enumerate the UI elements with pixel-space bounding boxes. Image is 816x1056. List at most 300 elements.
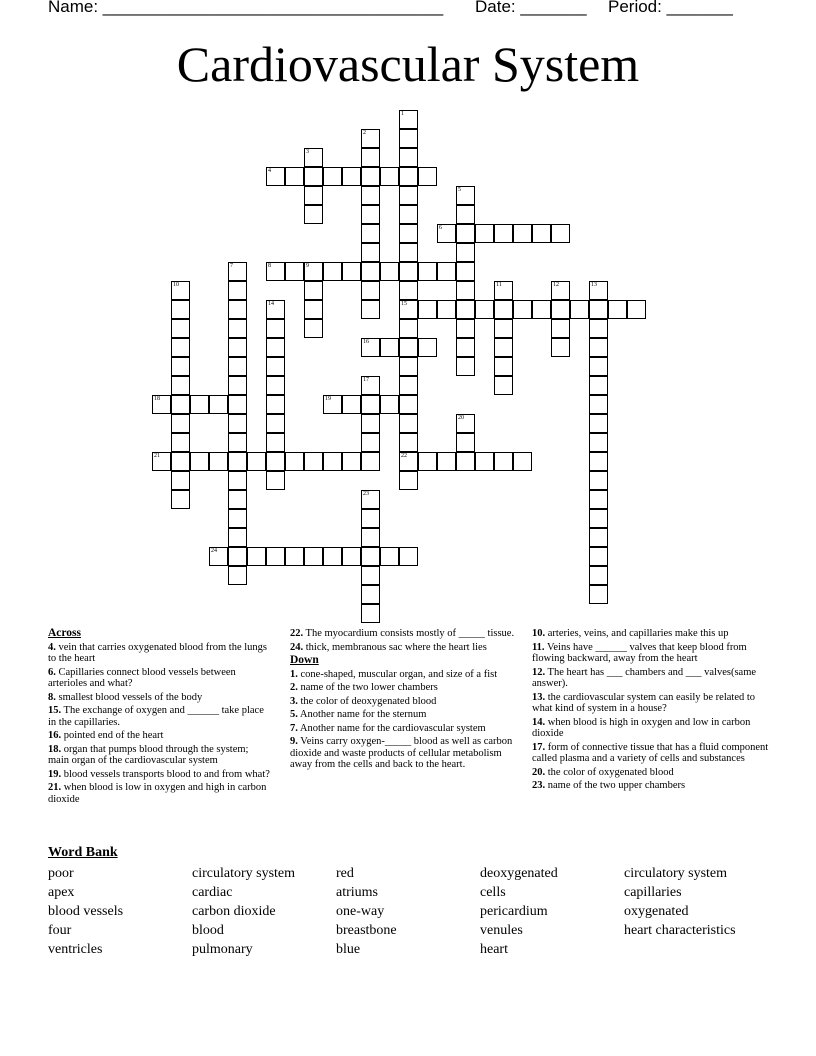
clue-number: 23. — [532, 780, 546, 791]
crossword-cell[interactable] — [361, 566, 380, 585]
crossword-cell[interactable] — [456, 357, 475, 376]
crossword-cell[interactable] — [304, 319, 323, 338]
crossword-cell[interactable] — [361, 243, 380, 262]
crossword-cell[interactable] — [456, 319, 475, 338]
crossword-cell[interactable] — [399, 262, 418, 281]
crossword-cell[interactable] — [589, 376, 608, 395]
clue-number: 24. — [290, 641, 304, 653]
crossword-cell[interactable] — [304, 300, 323, 319]
crossword-cell[interactable] — [399, 357, 418, 376]
crossword-cell[interactable] — [589, 414, 608, 433]
crossword-cell[interactable] — [399, 319, 418, 338]
clue-item — [48, 642, 270, 665]
crossword-cell[interactable] — [361, 300, 380, 319]
word-bank-item: ventricles — [48, 942, 103, 957]
crossword-cell[interactable] — [589, 509, 608, 528]
clue-number: 20 — [458, 415, 464, 421]
crossword-cell[interactable] — [228, 547, 247, 566]
crossword-cell[interactable] — [418, 167, 437, 186]
clue-number: 17 — [363, 377, 369, 383]
clue-item — [532, 767, 772, 779]
crossword-cell[interactable] — [399, 300, 418, 319]
clue-text: The exchange of oxygen and ______ take place in the capillaries. — [48, 705, 264, 728]
clues-column-3 — [532, 628, 772, 794]
crossword-cell[interactable] — [456, 186, 475, 205]
crossword-cell[interactable] — [399, 452, 418, 471]
crossword-cell[interactable] — [361, 547, 380, 566]
crossword-cell[interactable] — [171, 281, 190, 300]
clue-text: cone-shaped, muscular organ, and size of a fist — [297, 668, 498, 680]
clue-item — [290, 628, 522, 640]
crossword-cell[interactable] — [323, 262, 342, 281]
crossword-cell[interactable] — [266, 338, 285, 357]
crossword-cell[interactable] — [399, 281, 418, 300]
date-field[interactable]: Date: _______ — [475, 0, 587, 16]
clue-item — [290, 642, 522, 654]
crossword-cell[interactable] — [209, 547, 228, 566]
clue-number: 10. — [532, 628, 546, 639]
clue-item — [48, 730, 270, 742]
crossword-cell[interactable] — [589, 281, 608, 300]
crossword-cell[interactable] — [361, 604, 380, 623]
crossword-cell[interactable] — [456, 224, 475, 243]
clue-number: 2. — [290, 682, 298, 693]
clue-number: 1. — [290, 668, 298, 680]
crossword-cell[interactable] — [418, 452, 437, 471]
clue-number: 3. — [290, 695, 298, 707]
crossword-cell[interactable] — [228, 319, 247, 338]
crossword-cell[interactable] — [380, 547, 399, 566]
clue-text: pointed end of the heart — [61, 730, 164, 741]
crossword-cell[interactable] — [228, 281, 247, 300]
crossword-cell[interactable] — [342, 547, 361, 566]
crossword-cell[interactable] — [437, 452, 456, 471]
crossword-cell[interactable] — [304, 186, 323, 205]
crossword-cell[interactable] — [456, 338, 475, 357]
clue-item — [290, 696, 522, 708]
crossword-cell[interactable] — [228, 357, 247, 376]
clue-number: 9 — [306, 263, 309, 269]
crossword-cell[interactable] — [247, 547, 266, 566]
crossword-cell[interactable] — [399, 110, 418, 129]
clue-number: 8 — [268, 263, 271, 269]
crossword-cell[interactable] — [304, 281, 323, 300]
clue-number: 16 — [363, 339, 369, 345]
word-bank-item: oxygenated — [624, 904, 689, 919]
word-bank-item: cardiac — [192, 885, 233, 900]
clue-number: 18 — [154, 396, 160, 402]
crossword-cell[interactable] — [228, 376, 247, 395]
crossword-cell[interactable] — [190, 395, 209, 414]
clue-item — [48, 782, 270, 805]
crossword-cell[interactable] — [152, 452, 171, 471]
clue-item — [290, 669, 522, 681]
word-bank-item: blue — [336, 942, 361, 957]
crossword-cell[interactable] — [342, 262, 361, 281]
crossword-cell[interactable] — [380, 262, 399, 281]
crossword-cell[interactable] — [228, 414, 247, 433]
crossword-cell[interactable] — [171, 490, 190, 509]
crossword-cell[interactable] — [456, 433, 475, 452]
word-bank-item: heart characteristics — [624, 923, 736, 938]
crossword-cell[interactable] — [494, 338, 513, 357]
clue-text: vein that carries oxygenated blood from the lungs to the heart — [48, 641, 267, 664]
crossword-cell[interactable] — [304, 452, 323, 471]
crossword-cell[interactable] — [399, 471, 418, 490]
crossword-cell[interactable] — [247, 452, 266, 471]
word-bank-item: venules — [480, 923, 523, 938]
crossword-cell[interactable] — [608, 300, 627, 319]
clue-number: 8. — [48, 691, 56, 703]
clue-number: 10 — [173, 282, 179, 288]
crossword-cell[interactable] — [171, 471, 190, 490]
clue-number: 6. — [48, 666, 56, 678]
crossword-cell[interactable] — [266, 300, 285, 319]
crossword-cell[interactable] — [171, 414, 190, 433]
crossword-cell[interactable] — [323, 452, 342, 471]
crossword-cell[interactable] — [361, 262, 380, 281]
crossword-cell[interactable] — [304, 148, 323, 167]
crossword-cell[interactable] — [589, 338, 608, 357]
clue-item — [532, 780, 772, 792]
crossword-cell[interactable] — [551, 224, 570, 243]
crossword-cell[interactable] — [456, 281, 475, 300]
word-bank-item: capillaries — [624, 885, 682, 900]
crossword-cell[interactable] — [361, 414, 380, 433]
crossword-cell[interactable] — [361, 585, 380, 604]
crossword-cell[interactable] — [361, 205, 380, 224]
crossword-cell[interactable] — [532, 224, 551, 243]
crossword-cell[interactable] — [494, 357, 513, 376]
clue-item — [532, 667, 772, 690]
crossword-cell[interactable] — [361, 167, 380, 186]
crossword-cell[interactable] — [361, 395, 380, 414]
crossword-cell[interactable] — [228, 566, 247, 585]
word-bank-item: breastbone — [336, 923, 397, 938]
word-bank-item: one-way — [336, 904, 385, 919]
crossword-cell[interactable] — [266, 167, 285, 186]
clue-number: 13. — [532, 691, 546, 703]
crossword-cell[interactable] — [266, 471, 285, 490]
crossword-cell[interactable] — [456, 262, 475, 281]
name-field[interactable]: Name: ____________________________________ — [48, 0, 444, 16]
crossword-cell[interactable] — [589, 452, 608, 471]
crossword-cell[interactable] — [323, 167, 342, 186]
clue-number: 1 — [401, 111, 404, 117]
clue-number: 17. — [532, 741, 546, 753]
crossword-cell[interactable] — [266, 547, 285, 566]
crossword-cell[interactable] — [266, 433, 285, 452]
crossword-cell[interactable] — [399, 338, 418, 357]
crossword-cell[interactable] — [209, 452, 228, 471]
crossword-cell[interactable] — [570, 300, 589, 319]
crossword-cell[interactable] — [399, 186, 418, 205]
clue-number: 14. — [532, 716, 546, 728]
clue-text: the color of oxygenated blood — [545, 766, 674, 778]
clue-number: 2 — [363, 130, 366, 136]
crossword-cell[interactable] — [551, 300, 570, 319]
crossword-cell[interactable] — [475, 452, 494, 471]
clue-text: smallest blood vessels of the body — [55, 691, 203, 703]
crossword-cell[interactable] — [228, 433, 247, 452]
crossword-cell[interactable] — [266, 452, 285, 471]
crossword-cell[interactable] — [171, 357, 190, 376]
word-bank-title: Word Bank — [48, 845, 118, 860]
crossword-cell[interactable] — [228, 262, 247, 281]
clue-number: 19. — [48, 768, 62, 780]
word-bank-column-5 — [624, 864, 736, 940]
crossword-cell[interactable] — [456, 243, 475, 262]
crossword-cell[interactable] — [171, 433, 190, 452]
crossword-cell[interactable] — [304, 167, 323, 186]
clue-number: 5 — [458, 187, 461, 193]
crossword-cell[interactable] — [418, 338, 437, 357]
clue-text: Veins have ______ valves that keep blood from flowing backward, away from the heart — [532, 641, 747, 664]
crossword-cell[interactable] — [551, 281, 570, 300]
clue-number: 4. — [48, 641, 56, 653]
crossword-cell[interactable] — [589, 433, 608, 452]
page-title: Cardiovascular System — [176, 36, 640, 92]
crossword-cell[interactable] — [361, 129, 380, 148]
clue-item — [48, 705, 270, 728]
clue-item — [48, 744, 270, 767]
clue-item — [532, 742, 772, 765]
clue-number: 24 — [211, 548, 217, 554]
crossword-cell[interactable] — [361, 509, 380, 528]
crossword-cell[interactable] — [456, 205, 475, 224]
across-heading: Across — [48, 627, 82, 639]
clue-item — [48, 769, 270, 781]
crossword-cell[interactable] — [342, 167, 361, 186]
crossword-cell[interactable] — [285, 167, 304, 186]
down-heading: Down — [290, 654, 319, 666]
clue-text: Another name for the cardiovascular system — [297, 722, 486, 734]
word-bank-item: blood — [192, 923, 224, 938]
crossword-cell[interactable] — [304, 262, 323, 281]
crossword-cell[interactable] — [399, 224, 418, 243]
crossword-cell[interactable] — [399, 395, 418, 414]
crossword-cell[interactable] — [228, 395, 247, 414]
crossword-cell[interactable] — [285, 547, 304, 566]
crossword-cell[interactable] — [228, 338, 247, 357]
crossword-cell[interactable] — [380, 167, 399, 186]
crossword-cell[interactable] — [494, 224, 513, 243]
crossword-cell[interactable] — [513, 300, 532, 319]
clue-text: when blood is high in oxygen and low in carbon dioxide — [532, 716, 751, 739]
crossword-cell[interactable] — [171, 395, 190, 414]
clue-number: 14 — [268, 301, 274, 307]
word-bank-item: circulatory system — [624, 866, 728, 881]
crossword-cell[interactable] — [361, 376, 380, 395]
word-bank-column-3 — [336, 864, 397, 959]
clue-number: 9. — [290, 736, 298, 747]
clue-number: 3 — [306, 149, 309, 155]
clue-text: form of connective tissue that has a fluid component called plasma and a variety of cells and substances — [532, 741, 769, 764]
clue-number: 12. — [532, 666, 546, 678]
clue-number: 11. — [532, 641, 545, 653]
crossword-cell[interactable] — [266, 262, 285, 281]
word-bank-item: cells — [480, 885, 506, 900]
crossword-cell[interactable] — [361, 452, 380, 471]
clue-item — [48, 667, 270, 690]
clue-text: Capillaries connect blood vessels between arterioles and what? — [48, 666, 236, 689]
crossword-cell[interactable] — [418, 300, 437, 319]
crossword-cell[interactable] — [266, 414, 285, 433]
crossword-cell[interactable] — [361, 148, 380, 167]
crossword-cell[interactable] — [589, 395, 608, 414]
crossword-cell[interactable] — [399, 167, 418, 186]
crossword-cell[interactable] — [437, 224, 456, 243]
crossword-cell[interactable] — [342, 452, 361, 471]
clue-number: 7. — [290, 722, 298, 734]
clue-number: 20. — [532, 766, 546, 778]
crossword-cell[interactable] — [228, 528, 247, 547]
crossword-cell[interactable] — [494, 319, 513, 338]
crossword-cell[interactable] — [399, 433, 418, 452]
clue-text: The heart has ___ chambers and ___ valves(same answer). — [532, 666, 757, 689]
word-bank-column-4 — [480, 864, 558, 959]
crossword-cell[interactable] — [589, 566, 608, 585]
crossword-cell[interactable] — [171, 452, 190, 471]
crossword-cell[interactable] — [494, 452, 513, 471]
crossword-cell[interactable] — [266, 357, 285, 376]
crossword-cell[interactable] — [399, 148, 418, 167]
crossword-cell[interactable] — [437, 262, 456, 281]
crossword-cell[interactable] — [437, 300, 456, 319]
crossword-cell[interactable] — [361, 433, 380, 452]
crossword-cell[interactable] — [589, 300, 608, 319]
crossword-cell[interactable] — [627, 300, 646, 319]
crossword-cell[interactable] — [228, 300, 247, 319]
word-bank-item: atriums — [336, 885, 378, 900]
crossword-cell[interactable] — [228, 452, 247, 471]
crossword-cell[interactable] — [361, 281, 380, 300]
clue-text: Veins carry oxygen-_____ blood as well as carbon dioxide and waste products of cellular metabolism away from the cells and back to the heart. — [290, 736, 513, 770]
crossword-cell[interactable] — [589, 547, 608, 566]
crossword-cell[interactable] — [152, 395, 171, 414]
word-bank-item: apex — [48, 885, 75, 900]
clue-number: 16. — [48, 730, 62, 741]
clue-item — [532, 642, 772, 665]
clue-item — [48, 692, 270, 704]
crossword-cell[interactable] — [228, 490, 247, 509]
crossword-cell[interactable] — [266, 395, 285, 414]
crossword-cell[interactable] — [475, 224, 494, 243]
crossword-cell[interactable] — [589, 585, 608, 604]
clue-text: Another name for the sternum — [297, 709, 427, 720]
crossword-cell[interactable] — [589, 471, 608, 490]
crossword-cell[interactable] — [532, 300, 551, 319]
crossword-cell[interactable] — [361, 186, 380, 205]
crossword-cell[interactable] — [361, 224, 380, 243]
clue-text: name of the two lower chambers — [297, 682, 438, 693]
clue-number: 7 — [230, 263, 233, 269]
crossword-cell[interactable] — [380, 338, 399, 357]
crossword-cell[interactable] — [342, 395, 361, 414]
crossword-cell[interactable] — [399, 376, 418, 395]
crossword-cell[interactable] — [456, 300, 475, 319]
crossword-cell[interactable] — [228, 471, 247, 490]
crossword-cell[interactable] — [285, 262, 304, 281]
crossword-cell[interactable] — [399, 243, 418, 262]
word-bank-item: blood vessels — [48, 904, 124, 919]
clue-number: 4 — [268, 168, 271, 174]
crossword-cell[interactable] — [304, 205, 323, 224]
crossword-cell[interactable] — [589, 528, 608, 547]
crossword-cell[interactable] — [589, 357, 608, 376]
crossword-cell[interactable] — [323, 395, 342, 414]
crossword-cell[interactable] — [456, 414, 475, 433]
clue-number: 6 — [439, 225, 442, 231]
crossword-cell[interactable] — [171, 376, 190, 395]
clue-number: 15. — [48, 705, 62, 716]
crossword-cell[interactable] — [380, 395, 399, 414]
crossword-cell[interactable] — [209, 395, 228, 414]
clue-item — [532, 692, 772, 715]
clue-number: 13 — [591, 282, 597, 288]
clue-number: 21 — [154, 453, 160, 459]
clue-text: arteries, veins, and capillaries make this up — [545, 628, 729, 639]
crossword-cell[interactable] — [266, 319, 285, 338]
crossword-cell[interactable] — [494, 300, 513, 319]
crossword-cell[interactable] — [456, 452, 475, 471]
word-bank-item: four — [48, 923, 72, 938]
clue-number: 5. — [290, 709, 298, 720]
crossword-cell[interactable] — [551, 338, 570, 357]
crossword-cell[interactable] — [513, 452, 532, 471]
crossword-cell[interactable] — [399, 547, 418, 566]
clue-number: 19 — [325, 396, 331, 402]
crossword-cell[interactable] — [171, 338, 190, 357]
crossword-cell[interactable] — [304, 547, 323, 566]
clue-text: name of the two upper chambers — [545, 780, 686, 791]
clue-number: 22 — [401, 453, 407, 459]
word-bank-item: pericardium — [480, 904, 548, 919]
word-bank-item: red — [336, 866, 354, 881]
crossword-cell[interactable] — [551, 319, 570, 338]
crossword-cell[interactable] — [399, 129, 418, 148]
crossword-cell[interactable] — [494, 281, 513, 300]
crossword-cell[interactable] — [513, 224, 532, 243]
clue-text: when blood is low in oxygen and high in carbon dioxide — [48, 782, 267, 805]
crossword-cell[interactable] — [475, 300, 494, 319]
crossword-cell[interactable] — [399, 205, 418, 224]
word-bank-item: heart — [480, 942, 508, 957]
period-field[interactable]: Period: _______ — [608, 0, 733, 16]
crossword-cell[interactable] — [323, 547, 342, 566]
crossword-cell[interactable] — [494, 376, 513, 395]
crossword-cell[interactable] — [361, 338, 380, 357]
crossword-cell[interactable] — [228, 509, 247, 528]
crossword-cell[interactable] — [190, 452, 209, 471]
crossword-cell[interactable] — [266, 376, 285, 395]
word-bank-item: carbon dioxide — [192, 904, 276, 919]
crossword-cell[interactable] — [171, 319, 190, 338]
crossword-cell[interactable] — [361, 490, 380, 509]
crossword-cell[interactable] — [589, 319, 608, 338]
clue-text: organ that pumps blood through the system; main organ of the cardiovascular system — [48, 743, 249, 766]
clue-number: 12 — [553, 282, 559, 288]
crossword-cell[interactable] — [399, 414, 418, 433]
crossword-cell[interactable] — [589, 490, 608, 509]
crossword-cell[interactable] — [418, 262, 437, 281]
word-bank-item: circulatory system — [192, 866, 296, 881]
clue-item — [290, 709, 522, 721]
crossword-cell[interactable] — [361, 528, 380, 547]
crossword-cell[interactable] — [171, 300, 190, 319]
crossword-cell[interactable] — [285, 452, 304, 471]
clue-text: the cardiovascular system can easily be related to what kind of system in a house? — [532, 691, 756, 714]
